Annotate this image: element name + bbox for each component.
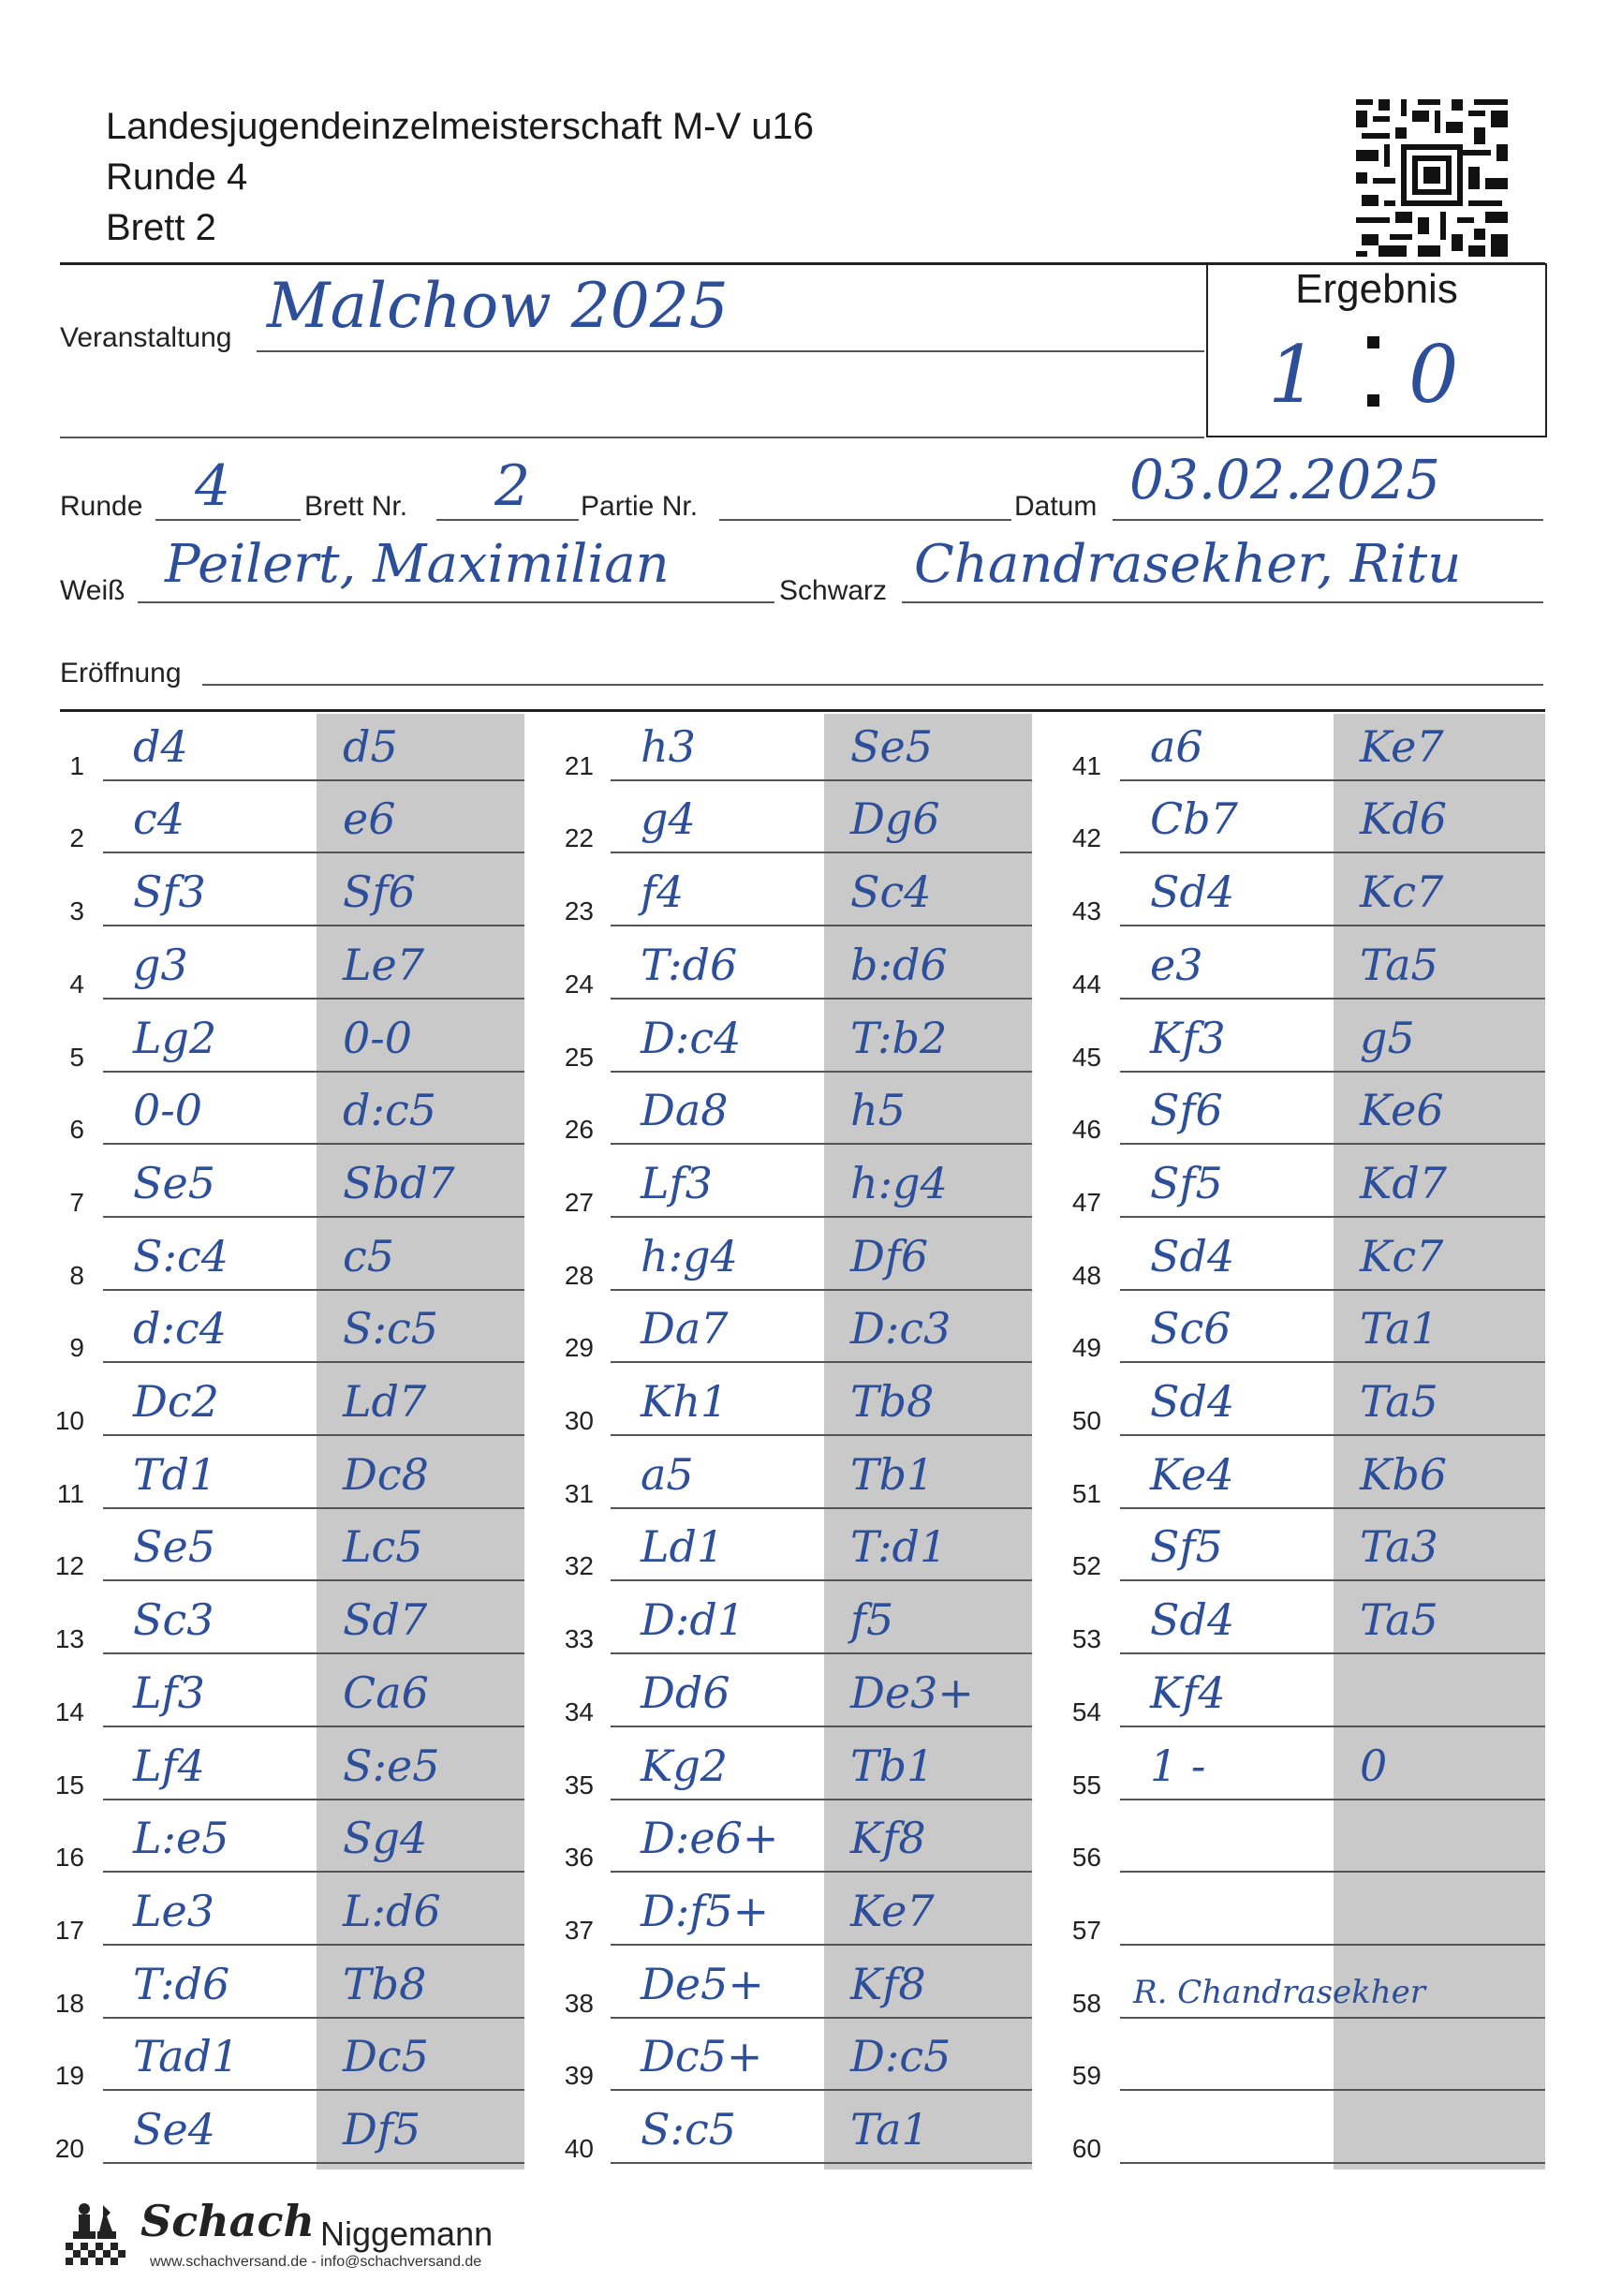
- move-number: 7: [69, 1187, 84, 1217]
- move-row-line: [103, 1143, 524, 1145]
- move-number: 13: [54, 1624, 84, 1654]
- white-move[interactable]: 0-0: [133, 1085, 203, 1136]
- black-move[interactable]: S:e5: [343, 1740, 440, 1791]
- move-number: 8: [69, 1260, 84, 1290]
- board-value[interactable]: 2: [494, 453, 531, 519]
- black-move[interactable]: Ld7: [343, 1376, 427, 1427]
- sheet-title: Landesjugendeinzelmeisterschaft M-V u16: [106, 106, 814, 147]
- date-label: Datum: [1014, 491, 1098, 522]
- move-row-line: [1120, 1726, 1545, 1727]
- white-move[interactable]: 1 -: [1150, 1740, 1206, 1791]
- move-row-line: [1120, 2162, 1545, 2164]
- white-move[interactable]: Se4: [133, 2104, 216, 2155]
- event-value[interactable]: Malchow 2025: [267, 270, 729, 342]
- move-row-line: [103, 2017, 524, 2019]
- white-move[interactable]: D:d1: [641, 1594, 745, 1646]
- black-move[interactable]: Ke7: [1360, 720, 1444, 772]
- move-number: 58: [1071, 1988, 1101, 2018]
- black-move[interactable]: D:c3: [850, 1303, 951, 1355]
- move-number: 35: [564, 1770, 594, 1800]
- move-number: 60: [1071, 2134, 1101, 2163]
- move-row-line: [611, 2162, 1032, 2164]
- black-move[interactable]: Tb8: [343, 1958, 427, 2009]
- move-number: 24: [564, 969, 594, 999]
- move-row-line: [611, 1871, 1032, 1873]
- white-move[interactable]: Sf5: [1150, 1521, 1223, 1573]
- white-move[interactable]: T:d6: [133, 1958, 230, 2009]
- black-move[interactable]: Ta3: [1360, 1521, 1438, 1573]
- black-move[interactable]: h5: [850, 1085, 906, 1136]
- move-number: 31: [564, 1478, 594, 1508]
- white-move[interactable]: a5: [641, 1448, 694, 1500]
- black-move[interactable]: Dg6: [850, 793, 940, 845]
- white-label: Weiß: [60, 575, 125, 606]
- move-row-line: [1120, 1071, 1545, 1073]
- round-label: Runde: [60, 491, 143, 522]
- move-number: 59: [1071, 2061, 1101, 2091]
- move-row-line: [1120, 1579, 1545, 1581]
- move-number: 42: [1071, 823, 1101, 853]
- move-row-line: [103, 1726, 524, 1727]
- move-row-line: [611, 2089, 1032, 2091]
- black-move[interactable]: Kd7: [1360, 1157, 1448, 1208]
- white-move[interactable]: d4: [133, 720, 188, 772]
- black-move[interactable]: d:c5: [343, 1085, 436, 1136]
- white-move[interactable]: g3: [133, 939, 188, 990]
- white-move[interactable]: Sd4: [1150, 1230, 1235, 1281]
- move-row-line: [1120, 2089, 1545, 2091]
- white-move[interactable]: L:e5: [133, 1813, 229, 1864]
- black-move[interactable]: Ta1: [850, 2104, 929, 2155]
- black-label: Schwarz: [779, 575, 888, 606]
- move-number: 20: [54, 2134, 84, 2163]
- move-row-line: [611, 925, 1032, 926]
- move-number: 18: [54, 1988, 84, 2018]
- move-row-line: [611, 998, 1032, 1000]
- move-row-line: [611, 1434, 1032, 1436]
- white-move[interactable]: Kg2: [641, 1740, 729, 1791]
- white-move[interactable]: Lf3: [641, 1157, 713, 1208]
- move-row-line: [103, 2162, 524, 2164]
- move-row-line: [103, 1289, 524, 1291]
- white-move[interactable]: Se5: [133, 1157, 216, 1208]
- move-number: 4: [69, 969, 84, 999]
- black-move[interactable]: Df5: [343, 2104, 421, 2155]
- black-move[interactable]: Tb1: [850, 1740, 935, 1791]
- move-row-line: [611, 1216, 1032, 1218]
- move-row-line: [103, 1799, 524, 1800]
- black-move[interactable]: Ta5: [1360, 1594, 1438, 1646]
- move-number: 36: [564, 1843, 594, 1873]
- black-move[interactable]: De3+: [850, 1666, 974, 1718]
- black-move[interactable]: Lc5: [343, 1521, 423, 1573]
- move-row-line: [1120, 1434, 1545, 1436]
- move-row-line: [103, 2089, 524, 2091]
- white-move[interactable]: Dd6: [641, 1666, 730, 1718]
- round-value[interactable]: 4: [195, 453, 231, 519]
- white-move[interactable]: Da7: [641, 1303, 729, 1355]
- move-number: 28: [564, 1260, 594, 1290]
- move-row-line: [611, 1071, 1032, 1073]
- white-move[interactable]: Sc3: [133, 1594, 214, 1646]
- white-move[interactable]: d:c4: [133, 1303, 227, 1355]
- white-move[interactable]: f4: [641, 867, 685, 918]
- move-number: 55: [1071, 1770, 1101, 1800]
- move-row-line: [1120, 1216, 1545, 1218]
- move-number: 46: [1071, 1115, 1101, 1145]
- move-number: 54: [1071, 1696, 1101, 1726]
- move-number: 52: [1071, 1551, 1101, 1581]
- date-value[interactable]: 03.02.2025: [1129, 448, 1441, 511]
- move-row-line: [1120, 1143, 1545, 1145]
- move-row-line: [103, 1216, 524, 1218]
- move-row-line: [611, 1507, 1032, 1509]
- white-move[interactable]: R. Chandrasekher: [1133, 1973, 1426, 2011]
- white-move[interactable]: Tad1: [133, 2031, 240, 2082]
- white-move[interactable]: D:e6+: [641, 1813, 779, 1864]
- move-number: 26: [564, 1115, 594, 1145]
- move-number: 32: [564, 1551, 594, 1581]
- black-move[interactable]: Df6: [850, 1230, 929, 1281]
- white-move[interactable]: Sd4: [1150, 867, 1235, 918]
- move-number: 5: [69, 1042, 84, 1072]
- black-move[interactable]: Sd7: [343, 1594, 428, 1646]
- round-heading: Runde 4: [106, 156, 248, 198]
- move-row-line: [103, 852, 524, 853]
- move-number: 19: [54, 2061, 84, 2091]
- move-row-line: [1120, 1799, 1545, 1800]
- move-row-line: [1120, 925, 1545, 926]
- move-row-line: [103, 998, 524, 1000]
- chess-pieces-logo-icon: [66, 2200, 127, 2267]
- move-row-line: [103, 1361, 524, 1363]
- move-number: 27: [564, 1187, 594, 1217]
- event-underline: [257, 350, 1204, 352]
- event-label: Veranstaltung: [60, 322, 232, 353]
- move-number: 37: [564, 1915, 594, 1945]
- date-underline: [1113, 519, 1543, 521]
- footer-brand-name: Niggemann: [320, 2215, 494, 2253]
- move-row-line: [1120, 1871, 1545, 1873]
- white-move[interactable]: Lg2: [133, 1012, 217, 1063]
- white-move[interactable]: Ke4: [1150, 1448, 1234, 1500]
- black-move[interactable]: T:d1: [850, 1521, 948, 1573]
- black-move[interactable]: d5: [343, 720, 398, 772]
- black-move[interactable]: e6: [343, 793, 396, 845]
- move-number: 29: [564, 1333, 594, 1363]
- result-separator-top: [1367, 336, 1379, 348]
- white-move[interactable]: Sf3: [133, 867, 206, 918]
- move-number: 12: [54, 1551, 84, 1581]
- white-move[interactable]: D:f5+: [641, 1885, 770, 1936]
- white-move[interactable]: h3: [641, 720, 696, 772]
- black-move[interactable]: Ta1: [1360, 1303, 1438, 1355]
- move-row-line: [611, 1361, 1032, 1363]
- white-move[interactable]: Se5: [133, 1521, 216, 1573]
- black-move[interactable]: c5: [343, 1230, 395, 1281]
- black-move[interactable]: Sbd7: [343, 1157, 455, 1208]
- white-move[interactable]: a6: [1150, 720, 1203, 772]
- move-number: 10: [54, 1406, 84, 1435]
- white-move[interactable]: Td1: [133, 1448, 217, 1500]
- black-moves-column-shade: [1334, 714, 1545, 2170]
- move-row-line: [1120, 1289, 1545, 1291]
- event-second-line: [60, 437, 1204, 438]
- move-row-line: [611, 779, 1032, 781]
- move-row-line: [1120, 998, 1545, 1000]
- move-number: 25: [564, 1042, 594, 1072]
- move-number: 47: [1071, 1187, 1101, 1217]
- move-row-line: [1120, 1652, 1545, 1654]
- black-move[interactable]: 0: [1360, 1740, 1388, 1791]
- white-move[interactable]: S:c5: [641, 2104, 737, 2155]
- black-move[interactable]: Kd6: [1360, 793, 1448, 845]
- opening-label: Eröffnung: [60, 658, 182, 689]
- move-row-line: [103, 1652, 524, 1654]
- white-move[interactable]: Lf3: [133, 1666, 205, 1718]
- white-move[interactable]: Sc6: [1150, 1303, 1231, 1355]
- white-player-name[interactable]: Peilert, Maximilian: [165, 534, 670, 595]
- black-moves-column-shade: [824, 714, 1032, 2170]
- move-number: 6: [69, 1115, 84, 1145]
- move-row-line: [1120, 1507, 1545, 1509]
- white-move[interactable]: De5+: [641, 1958, 764, 2009]
- move-row-line: [103, 779, 524, 781]
- move-number: 22: [564, 823, 594, 853]
- move-row-line: [103, 1944, 524, 1946]
- move-number: 48: [1071, 1260, 1101, 1290]
- move-row-line: [611, 2017, 1032, 2019]
- result-box: [1206, 263, 1547, 437]
- move-number: 38: [564, 1988, 594, 2018]
- white-move[interactable]: Sf6: [1150, 1085, 1223, 1136]
- round-underline: [155, 519, 301, 521]
- black-move[interactable]: S:c5: [343, 1303, 439, 1355]
- move-number: 1: [69, 750, 84, 780]
- move-row-line: [611, 1726, 1032, 1727]
- move-row-line: [103, 1871, 524, 1873]
- move-row-line: [611, 852, 1032, 853]
- move-row-line: [103, 1579, 524, 1581]
- white-move[interactable]: Dc2: [133, 1376, 219, 1427]
- move-row-line: [103, 1071, 524, 1073]
- black-move[interactable]: Le7: [343, 939, 425, 990]
- black-move[interactable]: D:c5: [850, 2031, 951, 2082]
- black-move[interactable]: f5: [850, 1594, 894, 1646]
- move-number: 41: [1071, 750, 1101, 780]
- move-number: 34: [564, 1696, 594, 1726]
- move-row-line: [611, 1652, 1032, 1654]
- move-number: 49: [1071, 1333, 1101, 1363]
- black-move[interactable]: Ke6: [1360, 1085, 1444, 1136]
- move-row-line: [611, 1944, 1032, 1946]
- opening-underline: [202, 684, 1543, 686]
- white-move[interactable]: Lf4: [133, 1740, 205, 1791]
- game-underline: [719, 519, 1011, 521]
- white-move[interactable]: Kf3: [1150, 1012, 1226, 1063]
- white-move[interactable]: c4: [133, 793, 185, 845]
- black-move[interactable]: T:b2: [850, 1012, 948, 1063]
- black-move[interactable]: Kb6: [1360, 1448, 1448, 1500]
- black-move[interactable]: Kf8: [850, 1813, 926, 1864]
- footer-brand: [66, 2196, 553, 2271]
- move-row-line: [103, 1507, 524, 1509]
- white-move[interactable]: Sd4: [1150, 1376, 1235, 1427]
- move-number: 14: [54, 1696, 84, 1726]
- black-underline: [902, 601, 1543, 603]
- black-move[interactable]: Sc4: [850, 867, 932, 918]
- move-row-line: [1120, 1361, 1545, 1363]
- move-row-line: [1120, 852, 1545, 853]
- white-move[interactable]: h:g4: [641, 1230, 738, 1281]
- white-move[interactable]: T:d6: [641, 939, 738, 990]
- move-row-line: [1120, 779, 1545, 781]
- black-move[interactable]: Sf6: [343, 867, 416, 918]
- black-move[interactable]: L:d6: [343, 1885, 441, 1936]
- game-label: Partie Nr.: [581, 491, 699, 522]
- move-row-line: [1120, 1944, 1545, 1946]
- move-row-line: [611, 1289, 1032, 1291]
- result-separator-bottom: [1367, 394, 1379, 407]
- white-move[interactable]: Sd4: [1150, 1594, 1235, 1646]
- white-move[interactable]: S:c4: [133, 1230, 229, 1281]
- black-move[interactable]: Ta5: [1360, 1376, 1438, 1427]
- white-move[interactable]: e3: [1150, 939, 1203, 990]
- black-move[interactable]: g5: [1360, 1012, 1415, 1063]
- white-move[interactable]: Le3: [133, 1885, 215, 1936]
- black-move[interactable]: Sg4: [343, 1813, 428, 1864]
- move-number: 23: [564, 896, 594, 926]
- move-number: 56: [1071, 1843, 1101, 1873]
- move-number: 3: [69, 896, 84, 926]
- move-number: 21: [564, 750, 594, 780]
- black-move[interactable]: Kf8: [850, 1958, 926, 2009]
- black-move[interactable]: Dc5: [343, 2031, 429, 2082]
- move-row-line: [103, 925, 524, 926]
- move-number: 9: [69, 1333, 84, 1363]
- result-white-score[interactable]: 1: [1268, 329, 1319, 421]
- white-move[interactable]: Ld1: [641, 1521, 725, 1573]
- footer-contact: www.schachversand.de - info@schachversand.de: [150, 2254, 482, 2270]
- move-number: 43: [1071, 896, 1101, 926]
- moves-top-rule: [60, 709, 1545, 712]
- white-underline: [138, 601, 774, 603]
- black-move[interactable]: 0-0: [343, 1012, 413, 1063]
- black-move[interactable]: Kc7: [1360, 867, 1444, 918]
- black-player-name[interactable]: Chandrasekher, Ritu: [914, 534, 1462, 595]
- black-moves-column-shade: [317, 714, 524, 2170]
- move-number: 45: [1071, 1042, 1101, 1072]
- move-row-line: [611, 1143, 1032, 1145]
- move-number: 15: [54, 1770, 84, 1800]
- move-number: 51: [1071, 1478, 1101, 1508]
- move-number: 39: [564, 2061, 594, 2091]
- black-move[interactable]: h:g4: [850, 1157, 948, 1208]
- move-number: 44: [1071, 969, 1101, 999]
- black-move[interactable]: Tb1: [850, 1448, 935, 1500]
- move-number: 53: [1071, 1624, 1101, 1654]
- white-move[interactable]: D:c4: [641, 1012, 742, 1063]
- black-move[interactable]: Ke7: [850, 1885, 935, 1936]
- black-move[interactable]: Ta5: [1360, 939, 1438, 990]
- board-label: Brett Nr.: [304, 491, 408, 522]
- white-move[interactable]: g4: [641, 793, 696, 845]
- black-move[interactable]: Dc8: [343, 1448, 429, 1500]
- footer-brand-script: Schach: [140, 2196, 315, 2246]
- move-row-line: [611, 1579, 1032, 1581]
- white-move[interactable]: Dc5+: [641, 2031, 763, 2082]
- move-number: 33: [564, 1624, 594, 1654]
- move-row-line: [103, 1434, 524, 1436]
- black-move[interactable]: b:d6: [850, 939, 948, 990]
- move-number: 40: [564, 2134, 594, 2163]
- move-row-line: [611, 1799, 1032, 1800]
- move-number: 50: [1071, 1406, 1101, 1435]
- white-move[interactable]: Kf4: [1150, 1666, 1226, 1718]
- move-number: 11: [56, 1478, 84, 1508]
- move-row-line: [1120, 2017, 1545, 2019]
- qr-code-icon: [1356, 99, 1508, 257]
- black-move[interactable]: Se5: [850, 720, 934, 772]
- white-move[interactable]: Cb7: [1150, 793, 1238, 845]
- header: [106, 101, 814, 253]
- white-move[interactable]: Sf5: [1150, 1157, 1223, 1208]
- white-move[interactable]: Kh1: [641, 1376, 729, 1427]
- move-number: 2: [69, 823, 84, 853]
- black-move[interactable]: Kc7: [1360, 1230, 1444, 1281]
- board-underline: [436, 519, 579, 521]
- black-move[interactable]: Ca6: [343, 1666, 429, 1718]
- move-number: 57: [1071, 1915, 1101, 1945]
- move-number: 17: [54, 1915, 84, 1945]
- result-black-score[interactable]: 0: [1408, 329, 1459, 421]
- result-label: Ergebnis: [1295, 266, 1458, 312]
- black-move[interactable]: Tb8: [850, 1376, 935, 1427]
- board-heading: Brett 2: [106, 207, 216, 248]
- move-number: 30: [564, 1406, 594, 1435]
- white-move[interactable]: Da8: [641, 1085, 729, 1136]
- move-number: 16: [54, 1843, 84, 1873]
